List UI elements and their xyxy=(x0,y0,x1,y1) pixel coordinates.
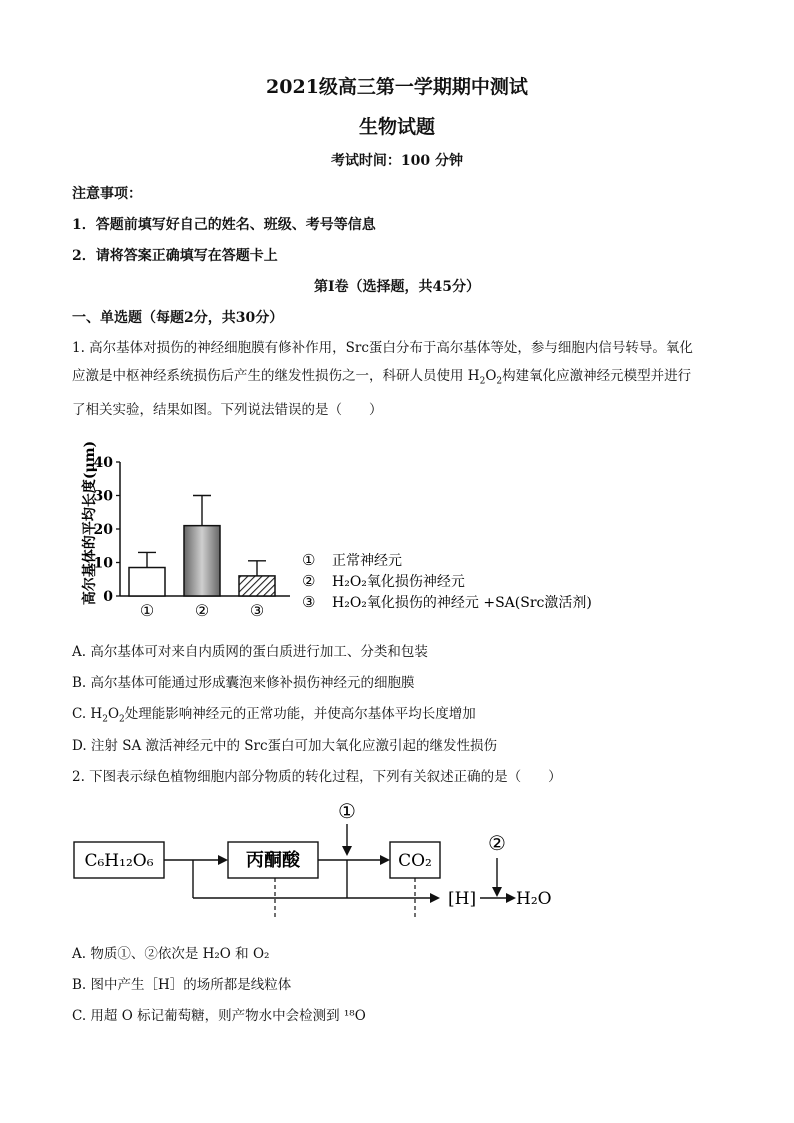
chart-legend xyxy=(302,551,592,611)
question-2-stem: 2. 下图表示绿色植物细胞内部分物质的转化过程，下列有关叙述正确的是（ ） xyxy=(72,769,562,785)
y-tick-label: 10 xyxy=(93,555,113,572)
question-1-option-b: B. 高尔基体可能通过形成囊泡来修补损伤神经元的细胞膜 xyxy=(72,675,415,691)
question-1-option-d: D. 注射 SA 激活神经元中的 Src蛋白可加大氧化应激引起的继发性损伤 xyxy=(72,738,498,754)
bar xyxy=(129,568,165,596)
h-label: [H] xyxy=(448,889,477,909)
y-tick-label: 0 xyxy=(103,589,113,605)
legend-label: 正常神经元 xyxy=(332,553,402,569)
question-1-stem xyxy=(72,334,732,424)
subject-title: 生物试题 xyxy=(358,116,435,138)
pyruvate-label: 丙酮酸 xyxy=(246,850,300,871)
glucose-label: C₆H₁₂O₆ xyxy=(84,851,154,871)
legend-label: H₂O₂氧化损伤神经元 xyxy=(332,574,465,590)
question-1-line-1: 1. 高尔基体对损伤的神经细胞膜有修补作用，Src蛋白分布于高尔基体等处，参与细胞内信号转导。氧化 xyxy=(72,340,693,356)
y-tick-label: 20 xyxy=(93,522,113,538)
legend-mark: ③ xyxy=(302,593,316,611)
arrow-mark-2 xyxy=(492,887,502,897)
question-1-line-3: 了相关实验，结果如图。下列说法错误的是（ ） xyxy=(72,401,383,418)
mark-2: ② xyxy=(488,831,506,855)
question-2-option-b: B. 图中产生［H］的场所都是线粒体 xyxy=(72,977,292,993)
question-2-option-a: A. 物质①、②依次是 H₂O 和 O₂ xyxy=(72,946,270,962)
arrow-glucose-pyruvate xyxy=(218,855,228,865)
arrow-h-water xyxy=(506,893,516,903)
part-heading: 第Ⅰ卷（选择题，共45分） xyxy=(313,279,481,295)
exam-time: 考试时间：100 分钟 xyxy=(330,153,464,169)
co2-label: CO₂ xyxy=(398,851,432,871)
bar xyxy=(239,576,275,596)
x-tick-label: ② xyxy=(194,601,210,620)
chart-ylabel: 高尔基体的平均长度(μm) xyxy=(82,440,98,606)
y-tick-label: 30 xyxy=(93,488,113,505)
question-1-option-a: A. 高尔基体可对来自内质网的蛋白质进行加工、分类和包装 xyxy=(72,644,428,660)
water-label: H₂O xyxy=(516,889,552,909)
mark-1: ① xyxy=(338,799,356,823)
arrow-pyruvate-co2 xyxy=(380,855,390,865)
question-2-option-c: C. 用超 O 标记葡萄糖，则产物水中会检测到 ¹⁸O xyxy=(72,1008,366,1024)
golgi-length-chart xyxy=(70,428,600,628)
x-tick-label: ③ xyxy=(249,601,265,620)
bar xyxy=(184,526,220,596)
legend-mark: ① xyxy=(302,551,316,569)
chart-bars xyxy=(129,496,275,621)
section-heading: 一、单选题（每题2分，共30分） xyxy=(72,310,284,326)
respiration-diagram xyxy=(60,790,580,930)
notice-item-1: 1．答题前填写好自己的姓名、班级、考号等信息 xyxy=(72,217,376,233)
x-tick-label: ① xyxy=(139,601,155,620)
arrow-mark-1 xyxy=(342,846,352,856)
notice-heading: 注意事项： xyxy=(72,186,142,202)
question-1-option-c: C. $H_2O_2$处理能影响神经元的正常功能，并使高尔基体平均长度增加 xyxy=(72,706,476,725)
arrow-to-h xyxy=(430,893,440,903)
legend-label: H₂O₂氧化损伤的神经元 +SA(Src激活剂) xyxy=(332,595,592,611)
question-1-line-2: 应激是中枢神经系统损伤后产生的继发性损伤之一，科研人员使用 $H_2O_2$构建氧化应激神经元模型并进行 xyxy=(72,368,692,387)
notice-item-2: 2．请将答案正确填写在答题卡上 xyxy=(72,248,278,264)
legend-mark: ② xyxy=(302,572,316,590)
exam-title: 2021级高三第一学期期中测试 xyxy=(266,76,528,98)
y-tick-label: 40 xyxy=(93,455,113,471)
